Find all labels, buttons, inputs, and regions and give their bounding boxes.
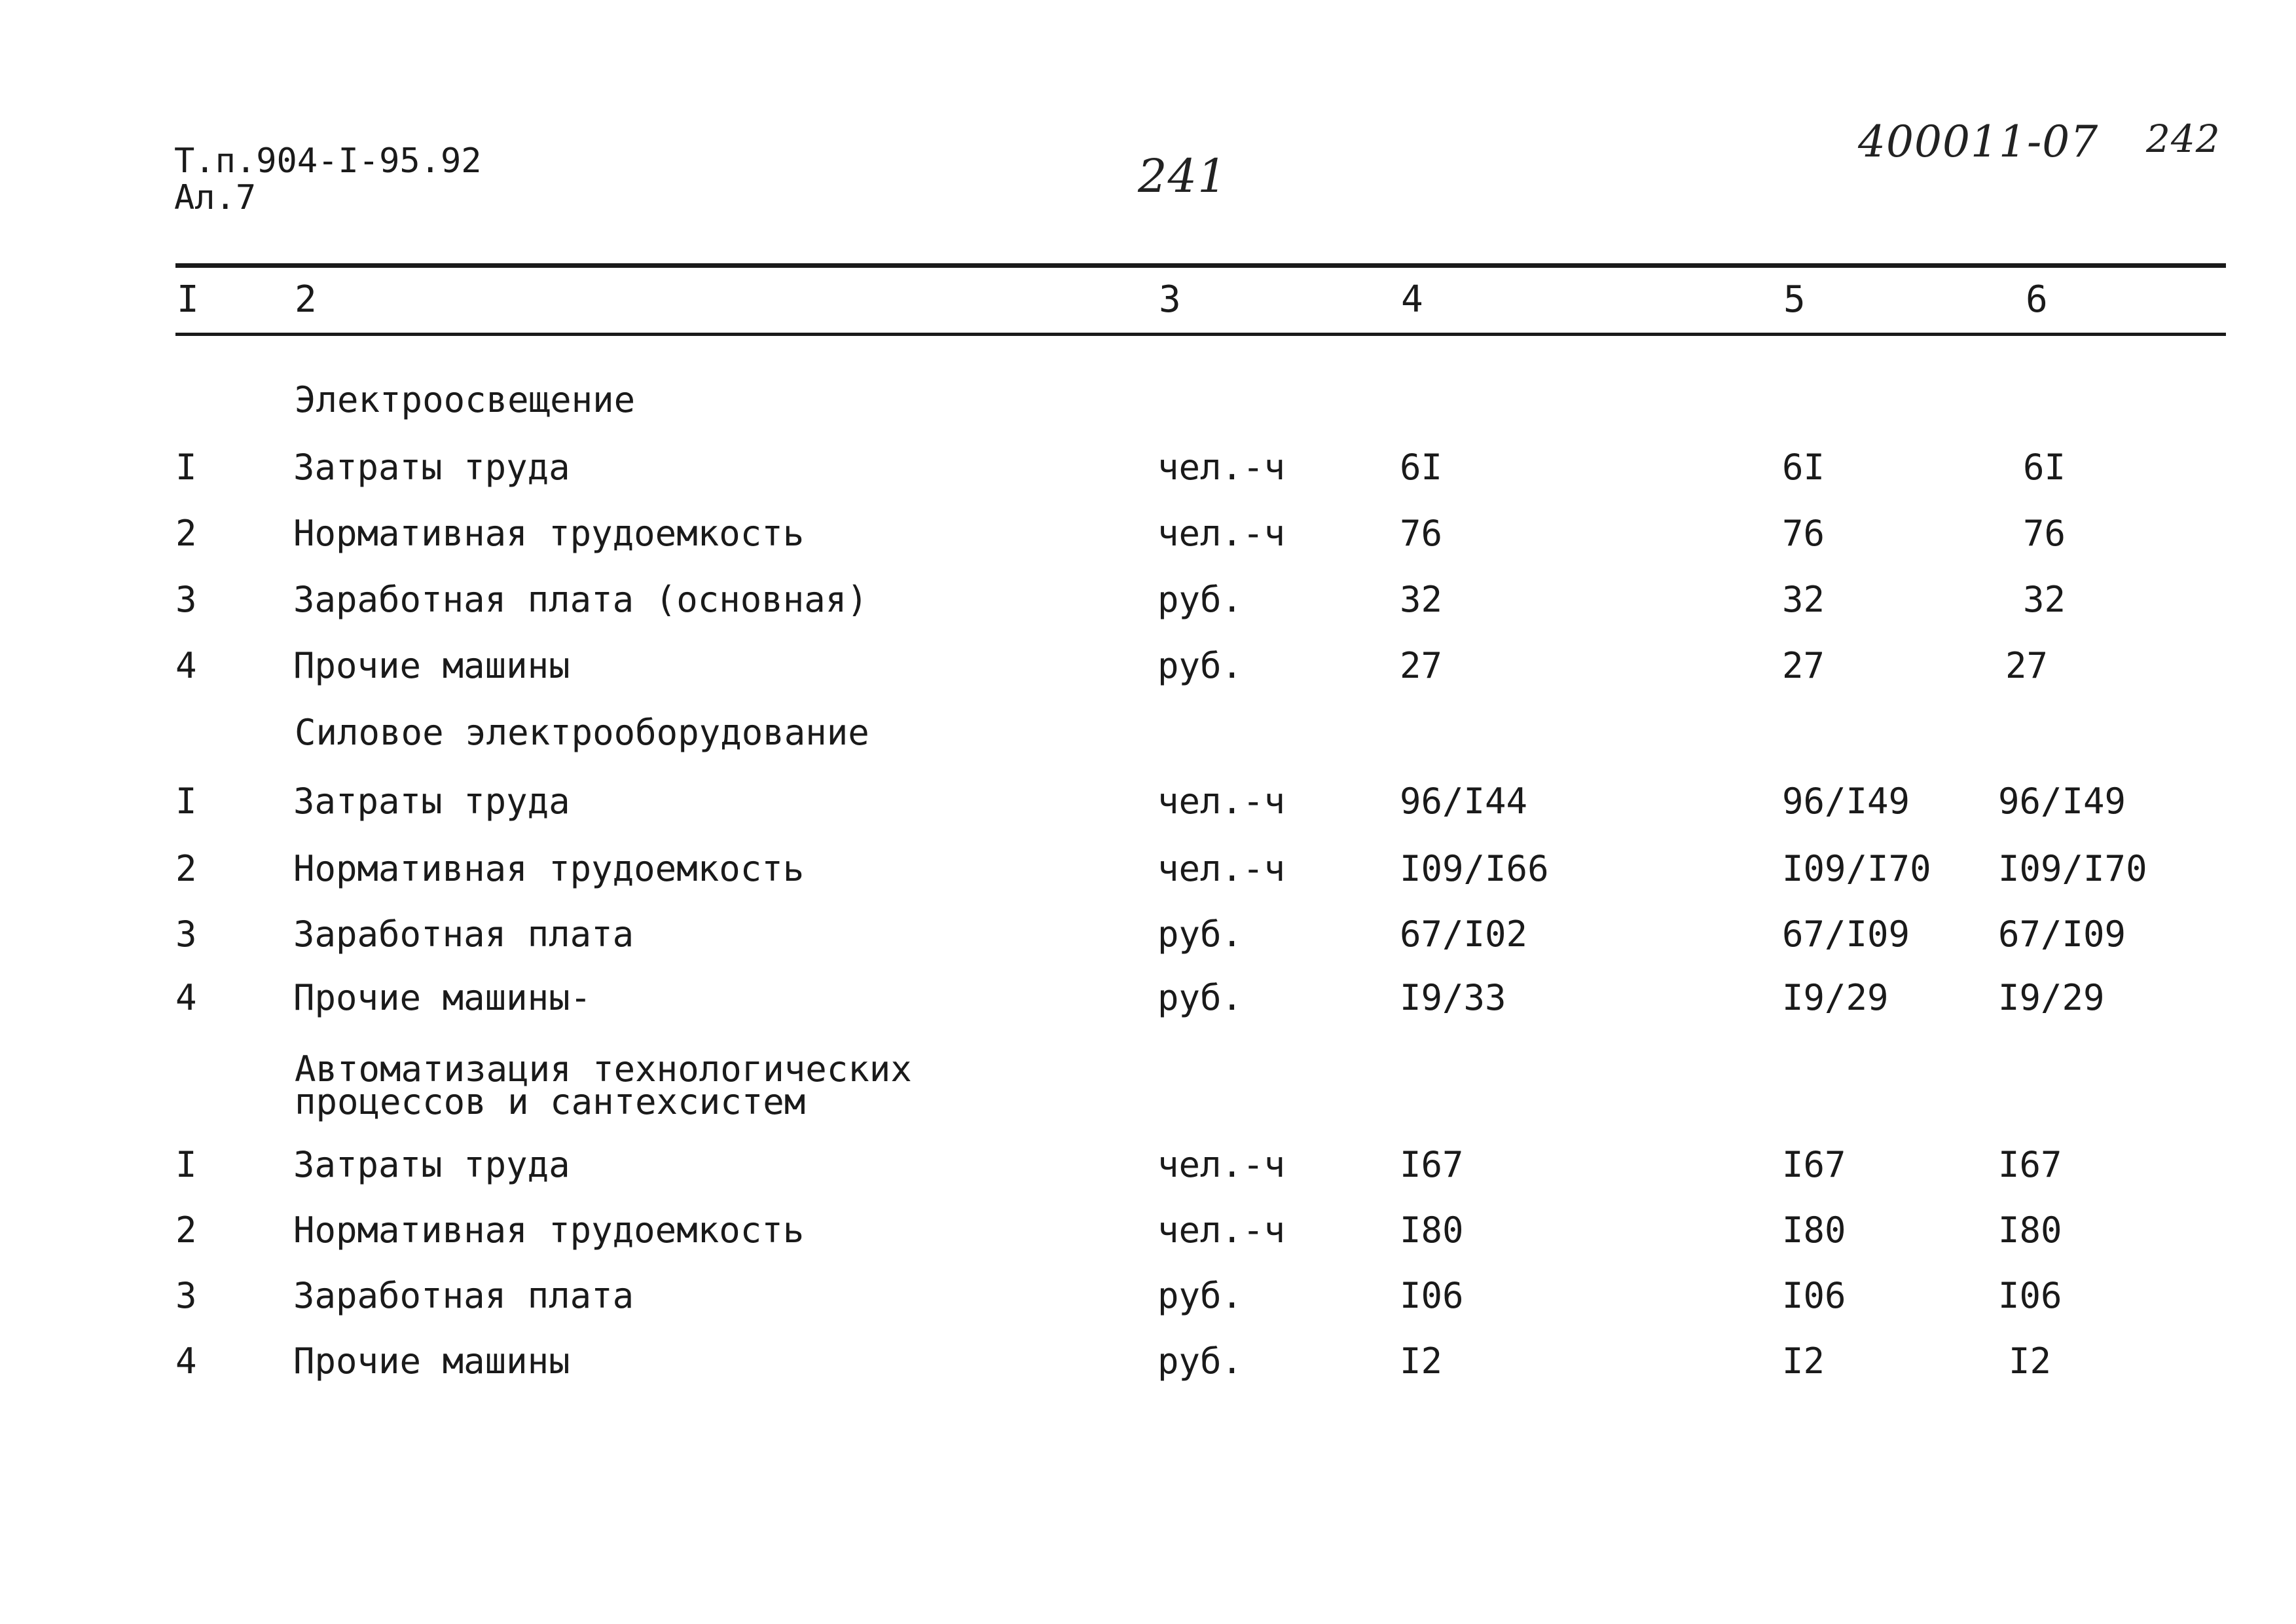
row-value-col4: I06 bbox=[1400, 1275, 1464, 1316]
row-value-col5: 6I bbox=[1782, 447, 1825, 488]
row-value-col5: I80 bbox=[1782, 1209, 1846, 1251]
row-unit: чел.-ч bbox=[1157, 848, 1286, 889]
row-name: Заработная плата bbox=[293, 913, 634, 955]
row-number: 2 bbox=[175, 513, 197, 554]
row-value-col4: 76 bbox=[1400, 513, 1443, 554]
row-value-col5: I06 bbox=[1782, 1275, 1846, 1316]
section-title-lighting: Электроосвещение bbox=[295, 379, 636, 420]
row-unit: руб. bbox=[1157, 579, 1243, 620]
row-value-col4: I2 bbox=[1400, 1340, 1443, 1382]
row-value-col6: I06 bbox=[1998, 1275, 2062, 1316]
row-name: Прочие машины bbox=[293, 645, 570, 686]
sheet-number: 242 bbox=[2146, 117, 2221, 161]
row-unit: чел.-ч bbox=[1157, 1209, 1286, 1251]
row-number: 4 bbox=[175, 645, 197, 686]
row-value-col6: I80 bbox=[1998, 1209, 2062, 1251]
row-name: Затраты труда bbox=[293, 781, 570, 822]
row-unit: руб. bbox=[1157, 645, 1243, 686]
row-name: Нормативная трудоемкость bbox=[293, 513, 805, 554]
row-name: Затраты труда bbox=[293, 447, 570, 488]
row-name: Затраты труда bbox=[293, 1144, 570, 1185]
row-value-col6: I9/29 bbox=[1998, 977, 2105, 1018]
row-value-col5: 32 bbox=[1782, 579, 1825, 620]
column-header-2: 2 bbox=[295, 278, 317, 321]
row-number: I bbox=[175, 781, 197, 822]
row-value-col6: 67/I09 bbox=[1998, 913, 2126, 955]
row-name: Нормативная трудоемкость bbox=[293, 1209, 805, 1251]
row-unit: чел.-ч bbox=[1157, 781, 1286, 822]
row-value-col5: I2 bbox=[1782, 1340, 1825, 1382]
document-code: Т.п.904-I-95.92 bbox=[174, 141, 482, 181]
row-unit: чел.-ч bbox=[1157, 1144, 1286, 1185]
row-value-col5: I09/I70 bbox=[1782, 848, 1931, 889]
row-value-col5: I9/29 bbox=[1782, 977, 1889, 1018]
row-unit: чел.-ч bbox=[1157, 513, 1286, 554]
row-unit: руб. bbox=[1157, 1340, 1243, 1382]
row-value-col4: 67/I02 bbox=[1400, 913, 1528, 955]
row-value-col6: 32 bbox=[2023, 579, 2066, 620]
row-value-col4: I67 bbox=[1400, 1144, 1464, 1185]
column-header-3: 3 bbox=[1159, 278, 1181, 321]
row-value-col5: I67 bbox=[1782, 1144, 1846, 1185]
row-unit: чел.-ч bbox=[1157, 447, 1286, 488]
row-number: I bbox=[175, 447, 197, 488]
section-title-automation: Автоматизация технологических процессов и сантехсистем bbox=[295, 1048, 912, 1122]
row-value-col6: 27 bbox=[2005, 645, 2049, 686]
page-number: 241 bbox=[1138, 149, 1228, 203]
row-value-col6: 76 bbox=[2023, 513, 2066, 554]
column-header-4: 4 bbox=[1401, 278, 1423, 321]
row-value-col5: 67/I09 bbox=[1782, 913, 1910, 955]
row-name: Прочие машины- bbox=[293, 977, 592, 1018]
row-value-col6: I67 bbox=[1998, 1144, 2062, 1185]
row-number: 3 bbox=[175, 1275, 197, 1316]
row-number: 4 bbox=[175, 1340, 197, 1382]
row-value-col4: 96/I44 bbox=[1400, 781, 1528, 822]
row-value-col4: 27 bbox=[1400, 645, 1443, 686]
row-name: Заработная плата (основная) bbox=[293, 579, 868, 620]
row-value-col4: I80 bbox=[1400, 1209, 1464, 1251]
row-value-col4: I09/I66 bbox=[1400, 848, 1549, 889]
row-number: 4 bbox=[175, 977, 197, 1018]
column-header-5: 5 bbox=[1783, 278, 1806, 321]
section-title-power-equipment: Силовое электрооборудование bbox=[295, 712, 869, 753]
row-number: 2 bbox=[175, 848, 197, 889]
row-value-col5: 27 bbox=[1782, 645, 1825, 686]
row-value-col6: I09/I70 bbox=[1998, 848, 2147, 889]
row-unit: руб. bbox=[1157, 1275, 1243, 1316]
table-header-rule bbox=[175, 333, 2226, 336]
row-number: I bbox=[175, 1144, 197, 1185]
row-value-col4: 6I bbox=[1400, 447, 1443, 488]
row-value-col5: 76 bbox=[1782, 513, 1825, 554]
row-value-col6: I2 bbox=[2009, 1340, 2052, 1382]
row-value-col4: 32 bbox=[1400, 579, 1443, 620]
archive-number: 400011-07 bbox=[1858, 117, 2099, 167]
row-value-col4: I9/33 bbox=[1400, 977, 1506, 1018]
row-name: Нормативная трудоемкость bbox=[293, 848, 805, 889]
row-number: 3 bbox=[175, 579, 197, 620]
table-top-rule bbox=[175, 263, 2226, 268]
row-name: Заработная плата bbox=[293, 1275, 634, 1316]
row-name: Прочие машины bbox=[293, 1340, 570, 1382]
row-number: 2 bbox=[175, 1209, 197, 1251]
row-number: 3 bbox=[175, 913, 197, 955]
row-value-col6: 96/I49 bbox=[1998, 781, 2126, 822]
column-header-6: 6 bbox=[2026, 278, 2048, 321]
row-unit: руб. bbox=[1157, 977, 1243, 1018]
row-unit: руб. bbox=[1157, 913, 1243, 955]
row-value-col6: 6I bbox=[2023, 447, 2066, 488]
album-label: Ал.7 bbox=[174, 178, 257, 217]
row-value-col5: 96/I49 bbox=[1782, 781, 1910, 822]
column-header-1: I bbox=[177, 278, 199, 321]
